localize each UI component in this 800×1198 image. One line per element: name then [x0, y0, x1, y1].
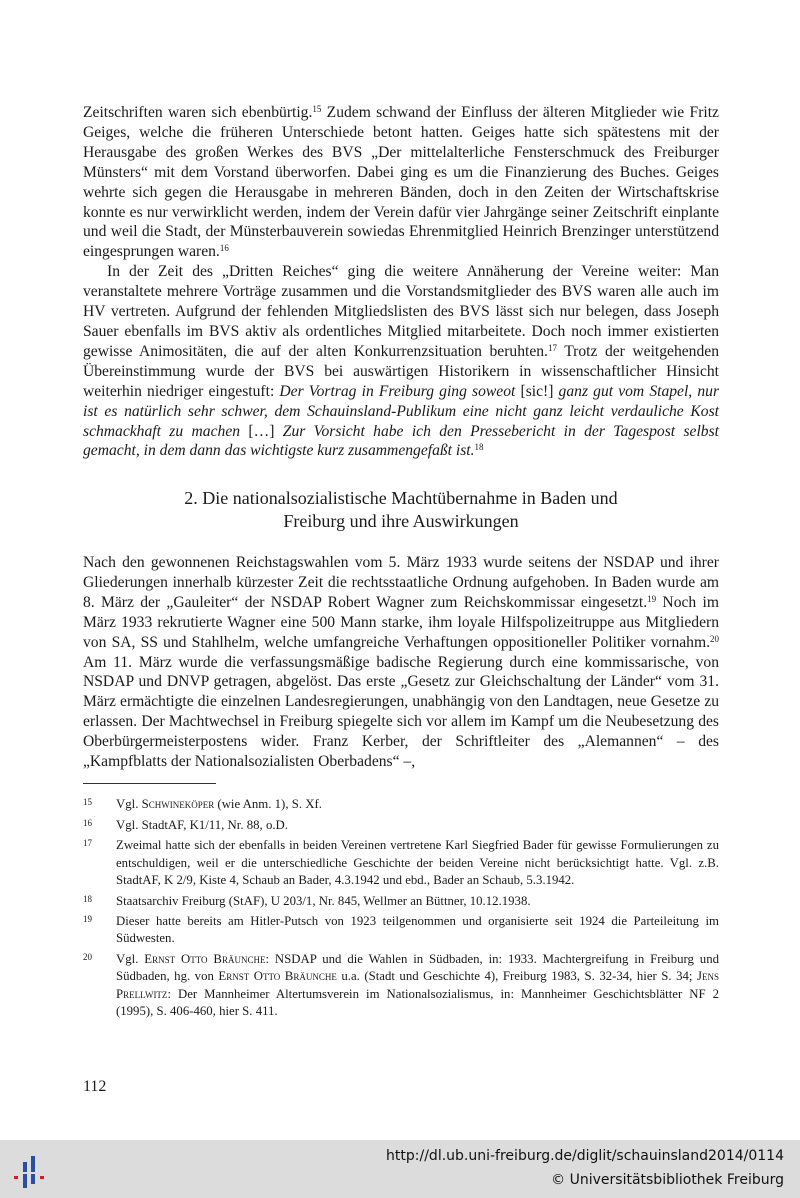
text-run: Noch im März 1933 rekrutierte Wagner eine 500 Mann starke, ihm loyale Hilfspolizeitruppe aus Mitgliedern von SA, SS und Stahlhelm, welche umfangreiche Verhaftungen oppositioneller Politiker vornahm. — [83, 593, 719, 651]
text-run: In der Zeit des „Dritten Reiches“ ging die weitere Annäherung der Vereine weiter: Man veranstaltete mehrere Vorträge zusammen und die Vorstandsmitglieder des BVS waren alle auch im HV vertreten. Aufgrund der fehlenden Mitgliedslisten des BVS lässt sich nur belegen, dass Joseph Sauer ebenfalls im BVS aktiv als ordentliches Mitglied mitarbeitete. Doch noch immer existierten gewisse Animositäten, die auf der alten Konkurrenzsituation beruhten. — [83, 263, 719, 360]
footnote-19 — [83, 913, 719, 947]
footnote-number: 16 — [83, 817, 92, 828]
text-run: u.a. (Stadt und Geschichte 4), Freiburg 1983, S. 32-34, hier S. 34; — [336, 969, 697, 984]
footnote-ref-16[interactable]: 16 — [219, 243, 229, 254]
section-heading-line-2: Freiburg und ihre Auswirkungen — [283, 511, 519, 531]
quote-italic: Der Vortrag in Freiburg ging soweot — [279, 382, 516, 400]
copyright-text: © Universitätsbibliothek Freiburg — [551, 1172, 784, 1188]
text-run: Vgl. — [116, 952, 145, 967]
section-heading — [83, 487, 719, 533]
footnote-number: 20 — [83, 952, 92, 963]
text-run: (wie Anm. 1), S. Xf. — [214, 797, 322, 811]
page-number: 112 — [83, 1078, 107, 1095]
footnote-text — [116, 796, 719, 813]
footnote-18 — [83, 893, 719, 910]
paragraph-1 — [83, 103, 719, 262]
body-text — [83, 103, 719, 461]
text-run: Zudem schwand der Einfluss der älteren Mitglieder wie Fritz Geiges, welche die früheren Unterschiede betont hatten. Geiges hatte sich spätestens mit der Herausgabe des großen Werkes des BVS „Der mittelalterliche Fensterschmuck des Freiburger Münsters“ mit dem Vorstand überworfen. Dabei ging es um die Finanzierung des Buches. Geiges wehrte sich gegen die Herausgabe in mehreren Bänden, doch in den Zeiten der Wirtschaftskrise konnte es nur verwirklicht werden, indem der Verein dafür vier Jahrgänge seiner Zeitschrift einplante und weil die Stadt, der Münsterbauverein sowiedas Ehrenmitglied Heinrich Brenzinger unterstützend eingesprungen waren. — [83, 104, 719, 261]
viewer-footer — [0, 1140, 800, 1198]
footnote-15 — [83, 796, 719, 813]
text-run: Vgl. — [116, 797, 142, 811]
footnote-ref-20[interactable]: 20 — [710, 633, 719, 644]
footnote-number: 17 — [83, 838, 92, 849]
footnote-17 — [83, 837, 719, 889]
footnote-ref-17[interactable]: 17 — [547, 342, 557, 353]
footnote-number: 18 — [83, 893, 92, 904]
text-run: : Der Mannheimer Altertumsverein im Nationalsozialismus, in: Mannheimer Geschichtsblätter NF 2 (1995), S. 406-460, hier S. 411. — [116, 986, 719, 1018]
footnote-number: 19 — [83, 914, 92, 925]
paragraph-2 — [83, 262, 719, 461]
text-run: [sic!] — [515, 382, 559, 400]
footnote-text: Zweimal hatte sich der ebenfalls in beiden Vereinen vertretene Karl Siegfried Bader für gewisse Formulierungen zu entschuldigen, weil er die unterschiedliche Geschichte der beiden Vereine nicht berücksichtigt hatte. Vgl. z.B. StadtAF, K 2/9, Kiste 4, Schaub an Bader, 4.3.1942 und ebd., Bader an Schaub, 5.3.1942. — [116, 838, 719, 887]
text-run: Zeitschriften waren sich ebenbürtig. — [83, 104, 313, 121]
quote-italic: ganz gut vom Stapel, nur ist es natürlich sehr schwer, dem Schauinsland-Publikum eine nicht ganz leicht verdauliche Kost schmackhaft zu machen — [83, 382, 720, 440]
footnote-20 — [83, 951, 719, 1020]
author-name: Ernst Otto Bräunche — [218, 969, 337, 984]
footnotes — [83, 796, 719, 1023]
footnote-text: Dieser hatte bereits am Hitler-Putsch von 1923 teilgenommen und organisierte seit 1924 die Parteileitung im Südwesten. — [116, 914, 719, 946]
footnote-separator — [83, 783, 216, 784]
section-heading-line-1: 2. Die nationalsozialistische Machtübernahme in Baden und — [184, 488, 618, 508]
text-run: Trotz der weitgehenden Übereinstimmung wurde der BVS bei auswärtigen Historikern in wissenschaftlicher Hinsicht weiterhin niedriger eingestuft: — [83, 342, 719, 400]
footnote-ref-18[interactable]: 18 — [474, 442, 484, 453]
footnote-number: 15 — [83, 797, 92, 807]
footnote-text — [116, 951, 719, 1020]
paragraph-3 — [83, 553, 719, 772]
footnote-text: Staatsarchiv Freiburg (StAF), U 203/1, Nr. 845, Wellmer an Büttner, 10.12.1938. — [116, 893, 531, 908]
text-run: Am 11. März wurde die verfassungsmäßige badische Regierung durch eine kommissarische, von NSDAP und DNVP getragen, abgelöst. Das erste „Gesetz zur Gleichschaltung der Länder“ vom 31. März ermächtigte die einzelnen Landesregierungen, unabhängig von den Landtagen, neue Gesetze zu erlassen. Der Machtwechsel in Freiburg spiegelte sich vor allem im Kampf um die Neubesetzung des Oberbürgermeisterpostens wider. Franz Kerber, der Schriftleiter des „Alemannen“ – des „Kampfblatts der Nationalsozialisten Oberbadens“ –, — [83, 653, 719, 771]
text-run: : NSDAP und die Wahlen in Südbaden, in: 1933. Machtergreifung in Freiburg und Südbaden, hg. von — [116, 952, 719, 984]
section-2-body — [83, 553, 719, 772]
ub-freiburg-logo-icon[interactable] — [10, 1150, 50, 1190]
author-name: Jens Prellwitz — [116, 969, 719, 1001]
footnote-16 — [83, 817, 719, 834]
footnote-text: Vgl. StadtAF, K1/11, Nr. 88, o.D. — [116, 817, 288, 832]
quote-italic: Zur Vorsicht habe ich den Pressebericht in der Tagespost selbst gemacht, in dem dann das wichtigste kurz zusammengefaßt ist. — [83, 422, 719, 460]
footnote-ref-15[interactable]: 15 — [312, 104, 322, 114]
text-run: […] — [240, 422, 283, 440]
author-name: Ernst Otto Bräunche — [144, 952, 266, 967]
permalink-url[interactable]: http://dl.ub.uni-freiburg.de/diglit/schauinsland2014/0114 — [386, 1148, 784, 1164]
footnote-ref-19[interactable]: 19 — [647, 593, 657, 604]
author-name: Schwineköper — [141, 797, 215, 811]
text-run: Nach den gewonnenen Reichstagswahlen vom 5. März 1933 wurde seitens der NSDAP und ihrer Gliederungen innerhalb kürzester Zeit die rechtsstaatliche Ordnung aufgehoben. In Baden wurde am 8. März der „Gauleiter“ der NSDAP Robert Wagner zum Reichskommissar eingesetzt. — [83, 554, 719, 611]
